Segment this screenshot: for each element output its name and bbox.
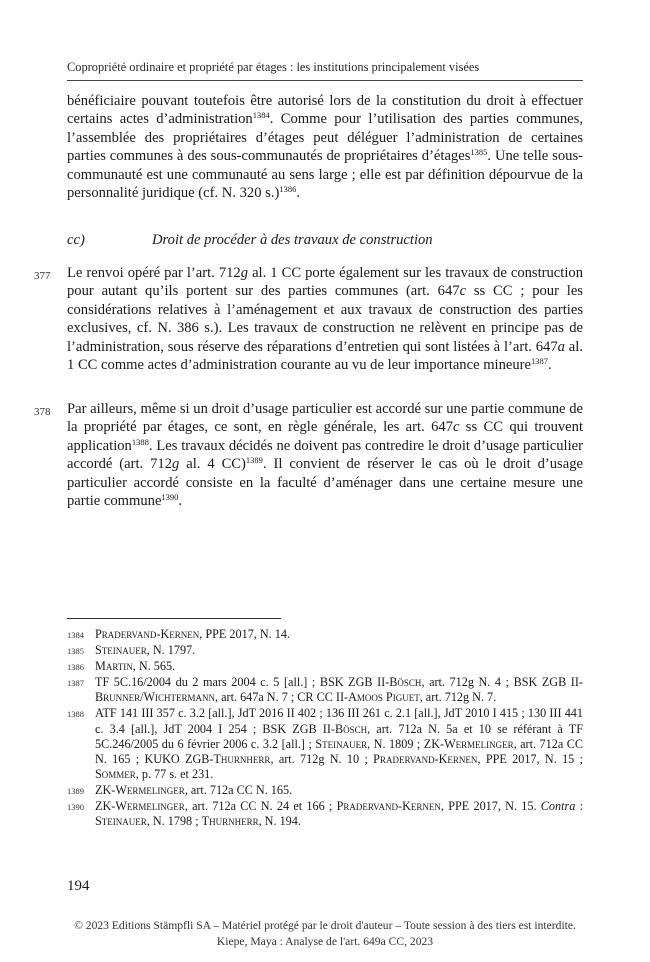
footnote-number: 1384	[67, 630, 84, 640]
footnote: 1389 ZK-Wermelinger, art. 712a CC N. 165.	[67, 783, 583, 798]
section-letter: cc)	[67, 232, 85, 248]
footnote-ref[interactable]: 1387	[531, 356, 549, 367]
copyright-line: © 2023 Editions Stämpfli SA – Matériel protégé par le droit d'auteur – Toute session à des tiers est interdite.	[74, 919, 576, 932]
section-heading	[67, 232, 433, 249]
footnote-ref[interactable]: 1386	[279, 184, 297, 195]
footnote-number: 1388	[67, 709, 84, 720]
margin-number: 378	[34, 406, 51, 418]
section-title: Droit de procéder à des travaux de construction	[152, 232, 433, 248]
footnote-ref[interactable]: 1384	[252, 110, 270, 121]
footnote: 1390 ZK-Wermelinger, art. 712a CC N. 24 et 166 ; Pradervand-Kernen, PPE 2017, N. 15. Contra : Steinauer, N. 1798 ; Thurnherr, N. 194.	[67, 799, 583, 829]
footnote-number: 1387	[67, 678, 84, 689]
footnote-ref[interactable]: 1388	[131, 436, 149, 447]
running-header: Copropriété ordinaire et propriété par étages : les institutions principalement visées	[67, 60, 480, 74]
footnote-separator	[67, 618, 281, 619]
footnotes	[67, 627, 583, 830]
footnote: 1388 ATF 141 III 357 c. 3.2 [all.], JdT 2016 II 402 ; 136 III 261 c. 2.1 [all.], JdT 2010 I 415 ; 130 III 441 c. 3.4 [all.], JdT 2004 I 254 ; BSK ZGB II-Bösch, art. 712a N. 5a et 10 se référant à TF 5C.246/2005 du 6 février 2006 c. 3.2 [all.] ; Steinauer, N. 1809 ; ZK-Wermelinger, art. 712a CC N. 165 ; KUKO ZGB-Thurnherr, art. 712g N. 10 ; Pradervand-Kernen, PPE 2017, N. 15 ; Sommer, p. 77 s. et 231.	[67, 706, 583, 781]
footnote: 1387 TF 5C.16/2004 du 2 mars 2004 c. 5 [all.] ; BSK ZGB II-Bösch, art. 712g N. 4 ; BSK ZGB II-Brunner/Wichtermann, art. 647a N. 7 ; CR CC II-Amoos Piguet, art. 712g N. 7.	[67, 675, 583, 705]
footnote: 1384 Pradervand-Kernen, PPE 2017, N. 14.	[67, 627, 583, 642]
paragraph-377: Le renvoi opéré par l’art. 712g al. 1 CC porte également sur les travaux de construction pour autant qu’ils portent sur des parties communes (art. 647c ss CC ; pour les considérations relatives à l’aménagement et aux travaux de construction des parties exclusives, cf. N. 386 s.). Les travaux de construction ne relèvent en principe pas de l’administration, sous réserve des réparations d’entretien qui sont listées à l’art. 647a al. 1 CC comme actes d’administration courante au vu de leur importance mineure$^{1387}$.	[67, 265, 583, 374]
footnote-ref[interactable]: 1385	[470, 147, 488, 158]
header-rule	[67, 80, 583, 81]
footnote-number: 1390	[67, 802, 84, 813]
citation-line: Kiepe, Maya : Analyse de l'art. 649a CC, 2023	[216, 934, 434, 948]
footnote-number: 1385	[67, 646, 84, 657]
paragraph-intro: bénéficiaire pouvant toutefois être autorisé lors de la constitution du droit à effectuer certains actes d’administration$^{1384}$. Comme pour l’utilisation des parties communes, l’assemblée des propriétaires d’étages peut déléguer l’administration de certaines parties communes à des sous-communautés de propriétaires d’étages$^{1385}$. Une telle sous-communauté est une communauté au sens large ; elle est par définition dépourvue de la personnalité juridique (cf. N. 320 s.)$^{1386}$.	[67, 93, 583, 202]
paragraph-378: Par ailleurs, même si un droit d’usage particulier est accordé sur une partie commune de la propriété par étages, ce sont, en règle générale, les art. 647c ss CC qui trouvent application$^{1388}$. Les travaux décidés ne doivent pas contredire le droit d’usage particulier accordé (art. 712g al. 4 CC)$^{1389}$. Il convient de réserver le cas où le droit d’usage particulier accordé consiste en la faculté d’aménager dans une certaine mesure une partie commune$^{1390}$.	[67, 401, 583, 510]
footnote: 1386 Martin, N. 565.	[67, 659, 583, 674]
margin-number: 377	[34, 270, 51, 282]
page-number: 194	[67, 878, 90, 894]
footnote-ref[interactable]: 1390	[161, 492, 179, 503]
footnote-number: 1386	[67, 662, 84, 673]
footnote: 1385 Steinauer, N. 1797.	[67, 643, 583, 658]
footnote-number: 1389	[67, 785, 84, 796]
copyright-footer	[0, 918, 650, 949]
footnote-ref[interactable]: 1389	[245, 455, 263, 466]
